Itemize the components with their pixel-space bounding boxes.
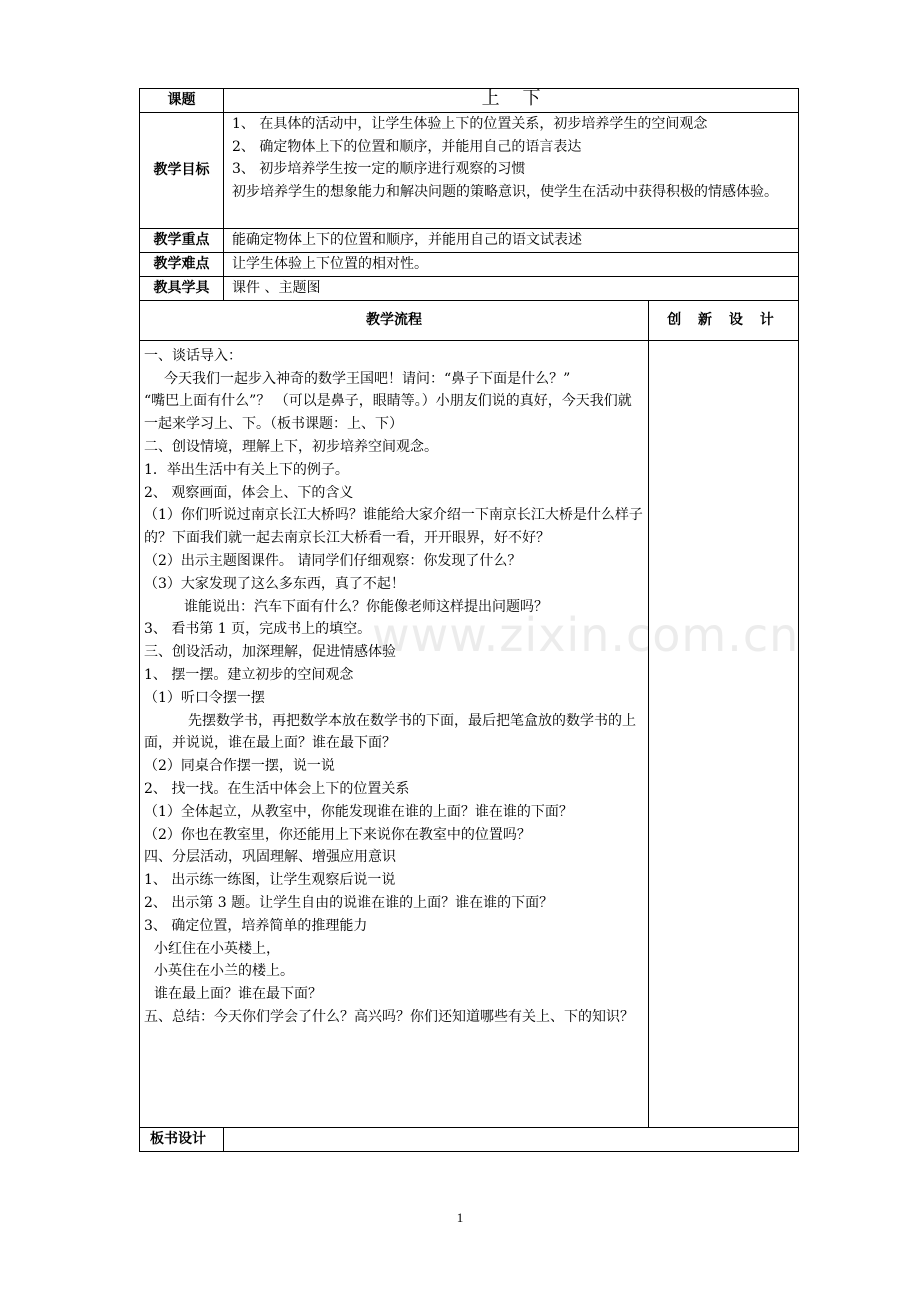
process-line: （2）你也在教室里，你还能用上下来说你在教室中的位置吗？ bbox=[144, 826, 531, 843]
difficulties-label: 教学难点 bbox=[140, 252, 224, 276]
process-line: 2、 观察画面，体会上、下的含义 bbox=[144, 484, 354, 501]
row-board bbox=[140, 1127, 799, 1151]
innovation-header: 创 新 设 计 bbox=[649, 300, 799, 340]
objectives-label: 教学目标 bbox=[140, 112, 224, 228]
objective-line: 1、 在具体的活动中，让学生体验上下的位置关系，初步培养学生的空间观念 bbox=[232, 115, 708, 132]
process-line: 三、创设活动，加深理解，促进情感体验 bbox=[144, 644, 396, 661]
process-line: （3）大家发现了这么多东西，真了不起！ bbox=[144, 575, 405, 592]
process-line: （1）你们听说过南京长江大桥吗？谁能给大家介绍一下南京长江大桥是什么样子的？下面我们就一起去南京长江大桥看一看，开开眼界，好不好？ bbox=[144, 507, 643, 547]
process-line: 二、创设情境，理解上下，初步培养空间观念。 bbox=[144, 438, 438, 455]
row-objectives bbox=[140, 112, 799, 228]
process-line: 2、 出示第 3 题。让学生自由的说谁在谁的上面？谁在谁的下面？ bbox=[144, 894, 554, 911]
process-line: 1、 摆一摆。建立初步的空间观念 bbox=[144, 666, 354, 683]
process-line: 1、 出示练一练图，让学生观察后说一说 bbox=[144, 872, 396, 889]
difficulties-value: 让学生体验上下位置的相对性。 bbox=[224, 252, 799, 276]
key-points-value: 能确定物体上下的位置和顺序，并能用自己的语文试表述 bbox=[224, 228, 799, 252]
process-header: 教学流程 bbox=[140, 300, 649, 340]
row-process-header bbox=[140, 300, 799, 340]
process-line: （2）同桌合作摆一摆，说一说 bbox=[144, 758, 335, 775]
process-line: “嘴巴上面有什么”？ （可以是鼻子，眼睛等。）小朋友们说的真好，今天我们就一起来学习上、下。（板书课题：上、下） bbox=[144, 393, 632, 433]
materials-label: 教具学具 bbox=[140, 276, 224, 300]
process-content bbox=[140, 340, 649, 1127]
board-label: 板书设计 bbox=[140, 1127, 224, 1151]
row-key-points bbox=[140, 228, 799, 252]
process-line: 2、 找一找。在生活中体会上下的位置关系 bbox=[144, 780, 410, 797]
innovation-content bbox=[649, 340, 799, 1127]
process-line: 一、谈话导入： bbox=[144, 347, 242, 364]
process-line: 谁能说出：汽车下面有什么？你能像老师这样提出问题吗？ bbox=[184, 598, 548, 615]
page-number: 1 bbox=[456, 1210, 464, 1225]
lesson-plan-table bbox=[139, 88, 799, 1152]
process-line: 1．举出生活中有关上下的例子。 bbox=[144, 461, 349, 478]
process-line: 小红住在小英楼上， bbox=[154, 940, 280, 957]
process-line: 3、 确定位置，培养简单的推理能力 bbox=[144, 917, 368, 934]
row-process bbox=[140, 340, 799, 1127]
row-topic bbox=[140, 89, 799, 113]
process-line: （2）出示主题图课件。 请同学们仔细观察：你发现了什么？ bbox=[144, 552, 522, 569]
board-value bbox=[224, 1127, 799, 1151]
watermark: www.zixin.com.cn bbox=[372, 608, 800, 662]
objectives-content bbox=[224, 112, 799, 228]
row-difficulties bbox=[140, 252, 799, 276]
process-line: 小英住在小兰的楼上。 bbox=[154, 963, 294, 980]
process-line: 3、 看书第 1 页，完成书上的填空。 bbox=[144, 621, 372, 638]
process-line: （1）听口令摆一摆 bbox=[144, 689, 265, 706]
topic-value: 上 下 bbox=[224, 89, 799, 113]
key-points-label: 教学重点 bbox=[140, 228, 224, 252]
process-line: 五、总结：今天你们学会了什么？高兴吗？你们还知道哪些有关上、下的知识？ bbox=[144, 1008, 634, 1025]
process-line: 先摆数学书，再把数学本放在数学书的下面，最后把笔盒放的数学书的上面，并说说，谁在最上面？谁在最下面？ bbox=[144, 712, 636, 752]
process-line: （1）全体起立，从教室中，你能发现谁在谁的上面？谁在谁的下面？ bbox=[144, 803, 573, 820]
objective-line: 3、 初步培养学生按一定的顺序进行观察的习惯 bbox=[232, 161, 526, 178]
process-line: 今天我们一起步入神奇的数学王国吧！请问：“鼻子下面是什么？” bbox=[164, 370, 571, 387]
objective-line: 2、 确定物体上下的位置和顺序，并能用自己的语言表达 bbox=[232, 138, 582, 155]
process-line: 谁在最上面？谁在最下面？ bbox=[154, 986, 322, 1003]
process-line: 四、分层活动，巩固理解、增强应用意识 bbox=[144, 849, 396, 866]
objective-line: 初步培养学生的想象能力和解决问题的策略意识，使学生在活动中获得积极的情感体验。 bbox=[232, 184, 778, 201]
row-materials bbox=[140, 276, 799, 300]
topic-label: 课题 bbox=[140, 89, 224, 113]
materials-value: 课件 、主题图 bbox=[224, 276, 799, 300]
